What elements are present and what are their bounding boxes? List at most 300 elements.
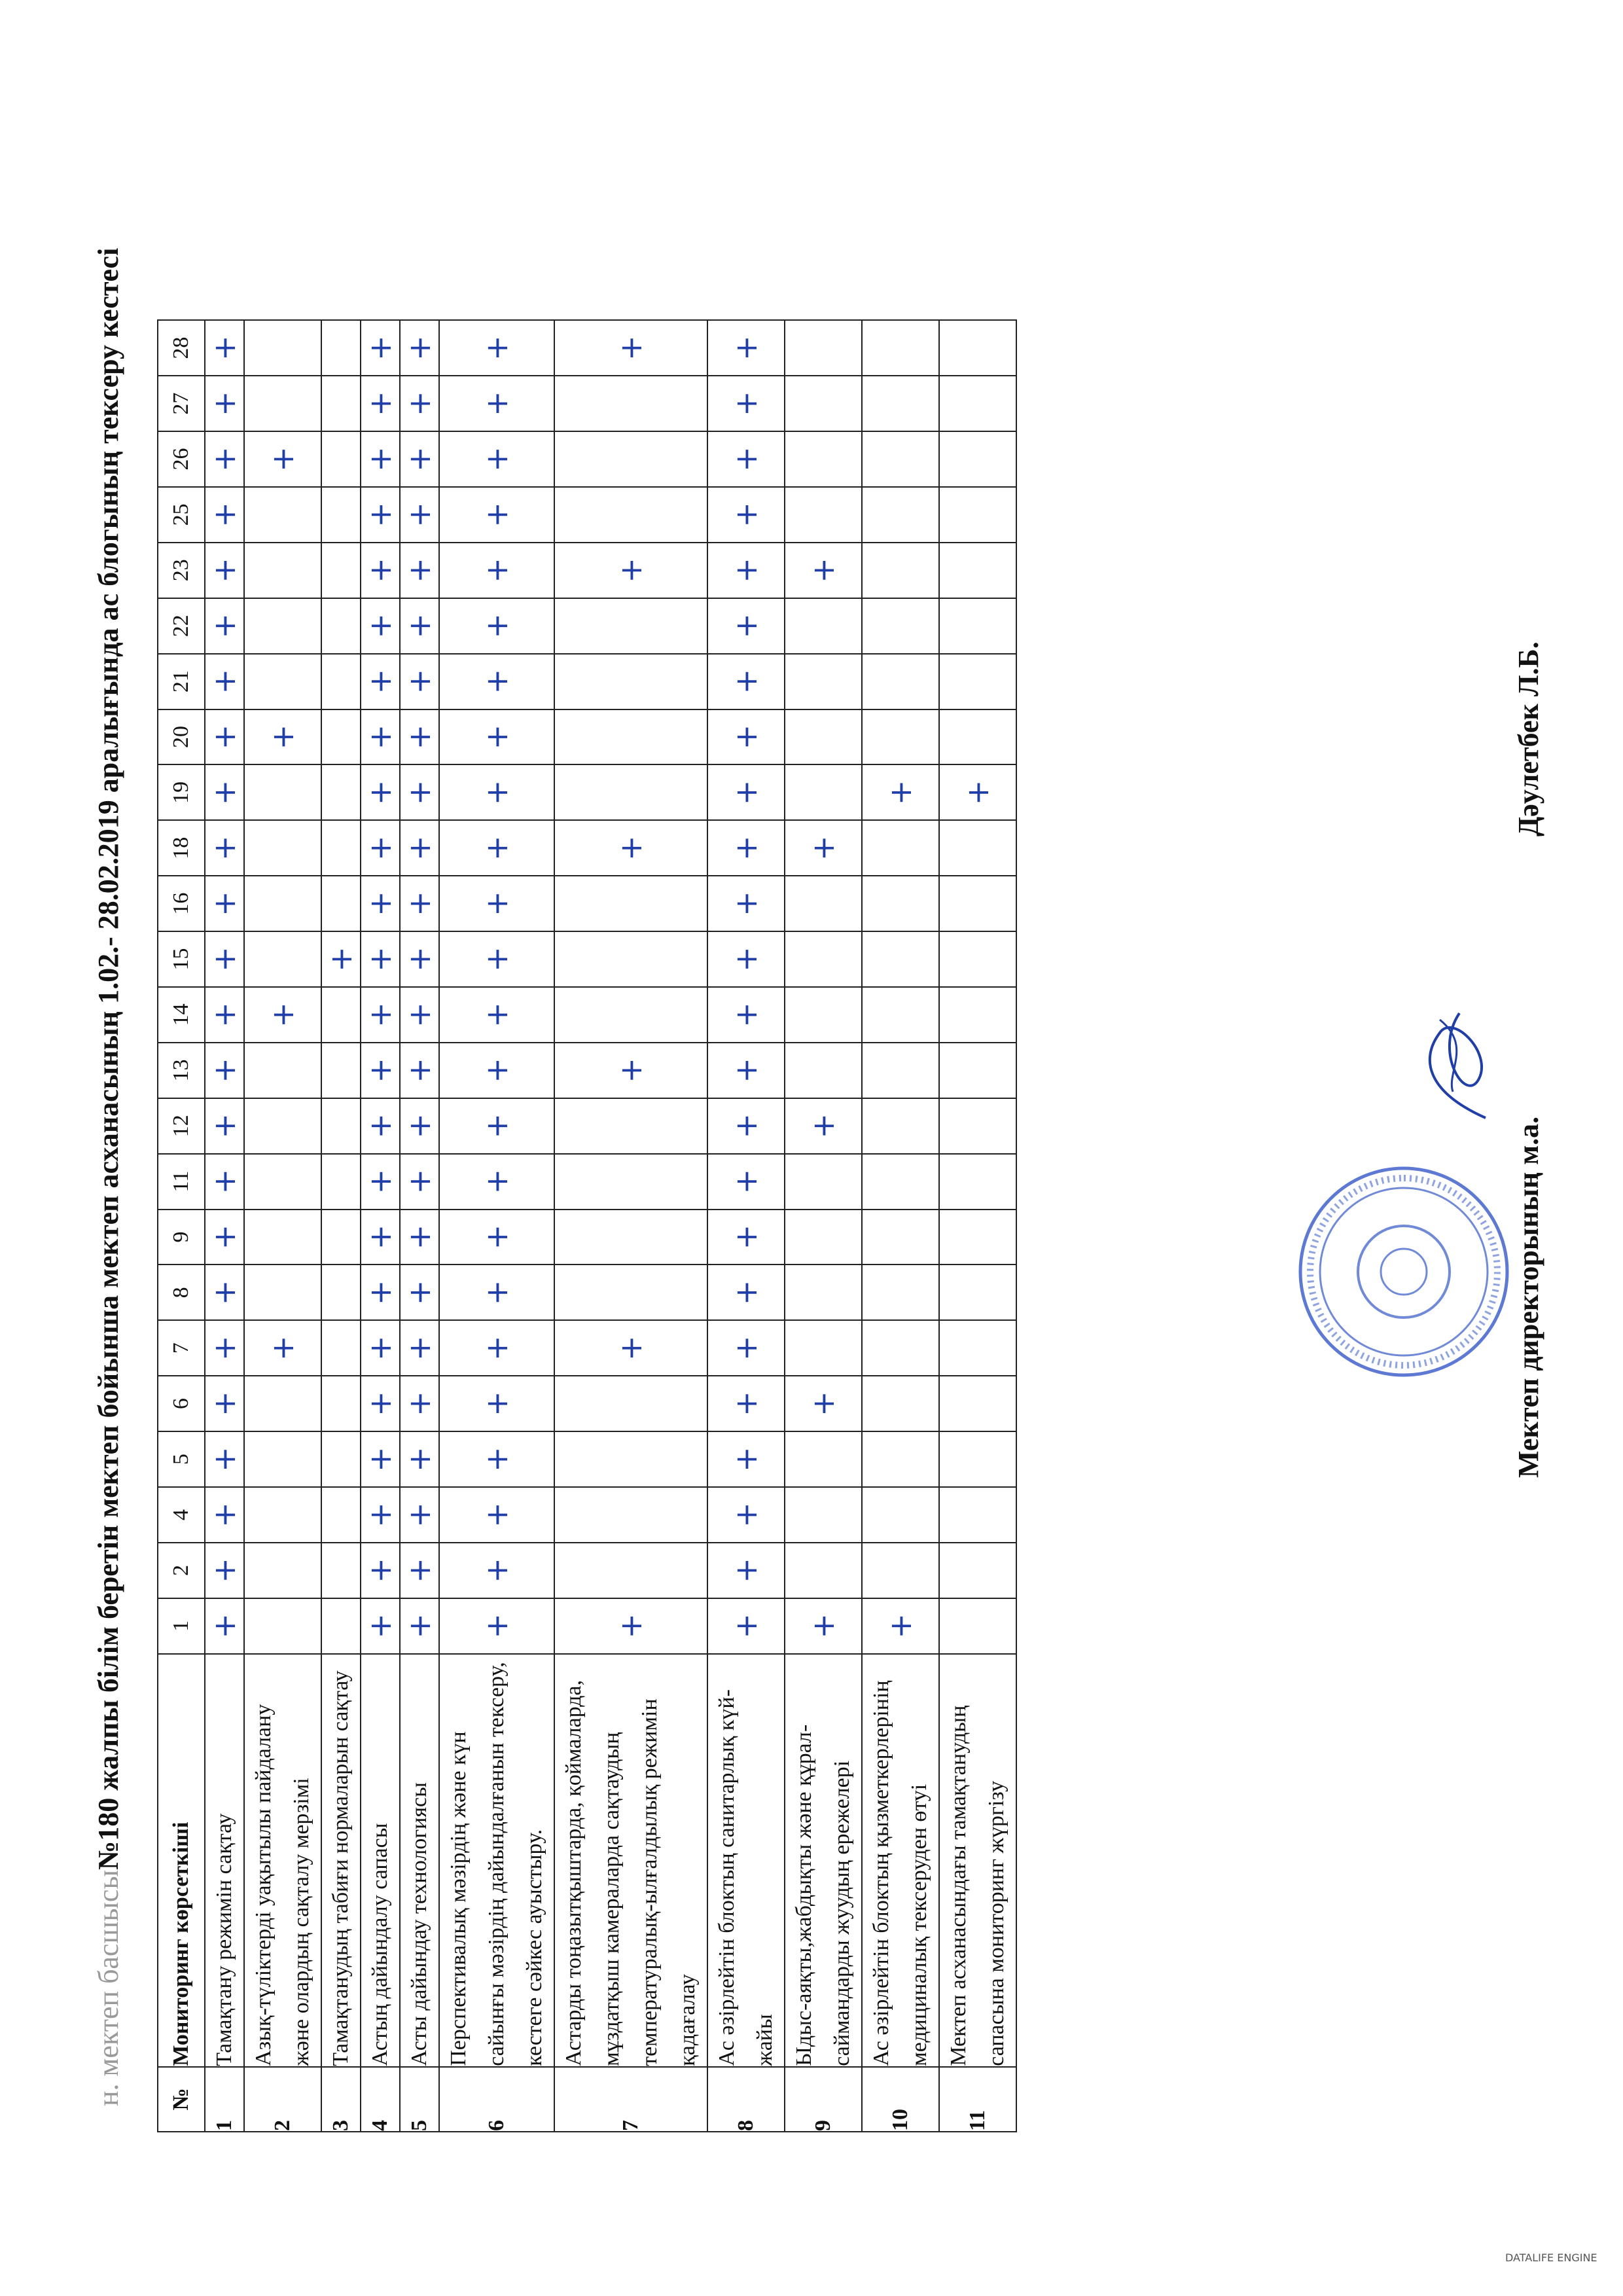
empty-cell [939, 1210, 1016, 1265]
empty-cell [554, 876, 707, 931]
check-mark: + [554, 1598, 707, 1654]
empty-cell [862, 1265, 939, 1320]
check-mark: + [707, 1320, 785, 1376]
header-day: 11 [158, 1154, 205, 1210]
check-mark: + [707, 654, 785, 709]
header-day: 5 [158, 1431, 205, 1487]
title-prefix: н. мектеп басшысы [92, 1869, 124, 2106]
table-row [785, 320, 862, 2132]
check-mark: + [400, 1376, 439, 1431]
check-mark: + [439, 1487, 554, 1543]
empty-cell [862, 1431, 939, 1487]
check-mark: + [707, 764, 785, 820]
check-mark: + [439, 764, 554, 820]
empty-cell [244, 1487, 321, 1543]
table-row [939, 320, 1016, 2132]
check-mark: + [707, 820, 785, 876]
check-mark: + [205, 931, 244, 987]
check-mark: + [205, 764, 244, 820]
check-mark: + [439, 1543, 554, 1598]
empty-cell [785, 654, 862, 709]
check-mark: + [205, 876, 244, 931]
empty-cell [785, 1043, 862, 1098]
check-mark: + [205, 1431, 244, 1487]
empty-cell [785, 1210, 862, 1265]
row-indicator: Азық-түліктерді уақытылы пайдалану және олардың сақталу мерзімі [244, 1654, 321, 2067]
header-day: 18 [158, 820, 205, 876]
check-mark: + [361, 1043, 400, 1098]
empty-cell [554, 654, 707, 709]
row-indicator: Ас әзірлейтін блоктың қызметкерлерінің медициналық тексеруден өтуі [862, 1654, 939, 2067]
empty-cell [321, 1265, 361, 1320]
empty-cell [862, 1210, 939, 1265]
check-mark: + [707, 1487, 785, 1543]
check-mark: + [400, 1210, 439, 1265]
empty-cell [244, 764, 321, 820]
empty-cell [554, 431, 707, 487]
empty-cell [939, 1154, 1016, 1210]
signature-position: Мектеп директорының м.а. [1512, 1116, 1544, 1478]
empty-cell [554, 1154, 707, 1210]
check-mark: + [361, 1598, 400, 1654]
check-mark: + [707, 1598, 785, 1654]
check-mark: + [707, 1210, 785, 1265]
check-mark: + [707, 598, 785, 654]
table-body [205, 320, 1016, 2132]
empty-cell [244, 1210, 321, 1265]
check-mark: + [361, 543, 400, 598]
empty-cell [862, 1487, 939, 1543]
check-mark: + [400, 764, 439, 820]
check-mark: + [205, 598, 244, 654]
header-day: 22 [158, 598, 205, 654]
check-mark: + [400, 709, 439, 765]
check-mark: + [707, 487, 785, 543]
table-row [862, 320, 939, 2132]
check-mark: + [205, 1320, 244, 1376]
check-mark: + [554, 543, 707, 598]
empty-cell [244, 1154, 321, 1210]
header-day: 19 [158, 764, 205, 820]
empty-cell [321, 320, 361, 376]
check-mark: + [205, 654, 244, 709]
empty-cell [939, 543, 1016, 598]
check-mark: + [707, 987, 785, 1043]
check-mark: + [554, 1043, 707, 1098]
empty-cell [321, 709, 361, 765]
check-mark: + [439, 876, 554, 931]
check-mark: + [400, 320, 439, 376]
empty-cell [321, 1598, 361, 1654]
empty-cell [244, 1431, 321, 1487]
empty-cell [862, 931, 939, 987]
check-mark: + [205, 987, 244, 1043]
empty-cell [862, 987, 939, 1043]
empty-cell [939, 1320, 1016, 1376]
empty-cell [939, 1543, 1016, 1598]
check-mark: + [400, 931, 439, 987]
empty-cell [321, 487, 361, 543]
check-mark: + [400, 820, 439, 876]
check-mark: + [205, 1098, 244, 1154]
row-number: 9 [785, 2067, 862, 2132]
row-number: 4 [361, 2067, 400, 2132]
empty-cell [862, 1376, 939, 1431]
header-day: 7 [158, 1320, 205, 1376]
header-day: 6 [158, 1376, 205, 1431]
check-mark: + [361, 654, 400, 709]
check-mark: + [707, 1431, 785, 1487]
check-mark: + [361, 487, 400, 543]
table-header-row [158, 320, 205, 2132]
check-mark: + [205, 1210, 244, 1265]
empty-cell [939, 987, 1016, 1043]
check-mark: + [361, 376, 400, 431]
row-number: 1 [205, 2067, 244, 2132]
check-mark: + [361, 931, 400, 987]
header-day: 15 [158, 931, 205, 987]
watermark: DATALIFE ENGINE [1505, 2251, 1597, 2264]
empty-cell [785, 931, 862, 987]
empty-cell [785, 764, 862, 820]
empty-cell [939, 376, 1016, 431]
header-day: 26 [158, 431, 205, 487]
header-day: 1 [158, 1598, 205, 1654]
check-mark: + [785, 1598, 862, 1654]
check-mark: + [205, 320, 244, 376]
check-mark: + [785, 1376, 862, 1431]
empty-cell [554, 376, 707, 431]
check-mark: + [707, 1154, 785, 1210]
check-mark: + [361, 1265, 400, 1320]
empty-cell [785, 1431, 862, 1487]
check-mark: + [439, 376, 554, 431]
empty-cell [321, 1543, 361, 1598]
check-mark: + [361, 320, 400, 376]
check-mark: + [205, 1487, 244, 1543]
empty-cell [321, 543, 361, 598]
empty-cell [939, 487, 1016, 543]
empty-cell [321, 1043, 361, 1098]
header-day: 13 [158, 1043, 205, 1098]
empty-cell [862, 376, 939, 431]
check-mark: + [361, 987, 400, 1043]
document-title [92, 143, 125, 2106]
header-day: 12 [158, 1098, 205, 1154]
empty-cell [244, 543, 321, 598]
check-mark: + [439, 1376, 554, 1431]
header-num: № [158, 2067, 205, 2132]
row-number: 2 [244, 2067, 321, 2132]
row-indicator: Мектеп асханасындағы тамақтанудың сапасына мониторинг жүргізу [939, 1654, 1016, 2067]
empty-cell [862, 1043, 939, 1098]
header-day: 2 [158, 1543, 205, 1598]
empty-cell [862, 1543, 939, 1598]
header-day: 27 [158, 376, 205, 431]
check-mark: + [439, 1598, 554, 1654]
check-mark: + [939, 764, 1016, 820]
check-mark: + [439, 654, 554, 709]
empty-cell [939, 1598, 1016, 1654]
empty-cell [244, 1265, 321, 1320]
empty-cell [244, 1376, 321, 1431]
row-indicator: Асты дайындау технологиясы [400, 1654, 439, 2067]
empty-cell [244, 1598, 321, 1654]
check-mark: + [361, 598, 400, 654]
official-stamp [1296, 1164, 1512, 1380]
empty-cell [554, 1431, 707, 1487]
table-row [205, 320, 244, 2132]
empty-cell [244, 376, 321, 431]
row-indicator: Астарды тоңазытқыштарда, қоймаларда, мұздатқыш камераларда сақтаудың температуралық-ылғалдылық режимін қадағалау [554, 1654, 707, 2067]
check-mark: + [707, 1543, 785, 1598]
empty-cell [244, 487, 321, 543]
empty-cell [785, 876, 862, 931]
check-mark: + [439, 1043, 554, 1098]
check-mark: + [439, 320, 554, 376]
check-mark: + [707, 1265, 785, 1320]
empty-cell [244, 876, 321, 931]
check-mark: + [439, 1320, 554, 1376]
empty-cell [785, 598, 862, 654]
check-mark: + [400, 543, 439, 598]
empty-cell [554, 764, 707, 820]
empty-cell [244, 1043, 321, 1098]
check-mark: + [361, 1098, 400, 1154]
empty-cell [862, 876, 939, 931]
empty-cell [554, 1487, 707, 1543]
check-mark: + [439, 543, 554, 598]
empty-cell [939, 876, 1016, 931]
empty-cell [321, 820, 361, 876]
empty-cell [939, 931, 1016, 987]
empty-cell [939, 1431, 1016, 1487]
check-mark: + [862, 1598, 939, 1654]
check-mark: + [400, 598, 439, 654]
check-mark: + [707, 876, 785, 931]
check-mark: + [707, 376, 785, 431]
check-mark: + [707, 320, 785, 376]
row-number: 3 [321, 2067, 361, 2132]
empty-cell [244, 1543, 321, 1598]
title-text: №180 жалпы білім беретін мектеп бойынша мектеп асханасының 1.02.- 28.02.2019 аралығында ас блогының тексеру кестесі [92, 247, 124, 1870]
check-mark: + [205, 487, 244, 543]
row-indicator: Астың дайындалу сапасы [361, 1654, 400, 2067]
empty-cell [939, 1265, 1016, 1320]
empty-cell [862, 1098, 939, 1154]
empty-cell [321, 764, 361, 820]
row-number: 11 [939, 2067, 1016, 2132]
empty-cell [554, 931, 707, 987]
check-mark: + [205, 1376, 244, 1431]
check-mark: + [707, 1043, 785, 1098]
check-mark: + [361, 1431, 400, 1487]
check-mark: + [400, 376, 439, 431]
empty-cell [785, 1487, 862, 1543]
check-mark: + [205, 1543, 244, 1598]
row-indicator: Тамақтанудың табиғи нормаларын сақтау [321, 1654, 361, 2067]
check-mark: + [361, 820, 400, 876]
check-mark: + [321, 931, 361, 987]
row-indicator: Тамақтану режимін сақтау [205, 1654, 244, 2067]
header-day: 21 [158, 654, 205, 709]
check-mark: + [785, 820, 862, 876]
check-mark: + [439, 1154, 554, 1210]
empty-cell [862, 709, 939, 765]
check-mark: + [439, 1431, 554, 1487]
empty-cell [244, 654, 321, 709]
empty-cell [554, 1210, 707, 1265]
check-mark: + [361, 1210, 400, 1265]
header-indicator: Мониторинг көрсеткіші [158, 1654, 205, 2067]
empty-cell [939, 1043, 1016, 1098]
empty-cell [321, 876, 361, 931]
empty-cell [939, 709, 1016, 765]
check-mark: + [439, 598, 554, 654]
check-mark: + [785, 543, 862, 598]
check-mark: + [400, 1320, 439, 1376]
table-row [554, 320, 707, 2132]
check-mark: + [400, 1154, 439, 1210]
empty-cell [321, 1154, 361, 1210]
empty-cell [862, 598, 939, 654]
empty-cell [785, 431, 862, 487]
empty-cell [321, 1487, 361, 1543]
empty-cell [321, 376, 361, 431]
empty-cell [554, 1098, 707, 1154]
check-mark: + [400, 1487, 439, 1543]
empty-cell [862, 487, 939, 543]
check-mark: + [361, 709, 400, 765]
inspection-table [157, 319, 1017, 2132]
check-mark: + [400, 987, 439, 1043]
check-mark: + [400, 1431, 439, 1487]
check-mark: + [361, 1543, 400, 1598]
check-mark: + [400, 431, 439, 487]
check-mark: + [400, 1043, 439, 1098]
check-mark: + [205, 376, 244, 431]
empty-cell [939, 1487, 1016, 1543]
row-indicator: Ыдыс-аяқты,жабдықты және құрал-саймандарды жуудың ережелері [785, 1654, 862, 2067]
check-mark: + [205, 1043, 244, 1098]
signature-name: Дәулетбек Л.Б. [1512, 641, 1544, 836]
table-row [707, 320, 785, 2132]
table-row [439, 320, 554, 2132]
empty-cell [244, 320, 321, 376]
check-mark: + [707, 709, 785, 765]
empty-cell [785, 320, 862, 376]
check-mark: + [439, 1210, 554, 1265]
check-mark: + [361, 876, 400, 931]
check-mark: + [205, 543, 244, 598]
empty-cell [785, 1320, 862, 1376]
row-number: 7 [554, 2067, 707, 2132]
check-mark: + [361, 1376, 400, 1431]
check-mark: + [244, 431, 321, 487]
check-mark: + [439, 931, 554, 987]
check-mark: + [439, 1098, 554, 1154]
check-mark: + [707, 931, 785, 987]
row-number: 5 [400, 2067, 439, 2132]
empty-cell [321, 1376, 361, 1431]
table-row [321, 320, 361, 2132]
check-mark: + [554, 1320, 707, 1376]
check-mark: + [439, 1265, 554, 1320]
check-mark: + [400, 1265, 439, 1320]
empty-cell [862, 1154, 939, 1210]
header-day: 16 [158, 876, 205, 931]
check-mark: + [439, 487, 554, 543]
check-mark: + [439, 709, 554, 765]
check-mark: + [439, 820, 554, 876]
empty-cell [321, 654, 361, 709]
check-mark: + [205, 1154, 244, 1210]
check-mark: + [707, 431, 785, 487]
empty-cell [862, 820, 939, 876]
empty-cell [939, 431, 1016, 487]
row-number: 10 [862, 2067, 939, 2132]
check-mark: + [361, 431, 400, 487]
check-mark: + [554, 320, 707, 376]
header-day: 9 [158, 1210, 205, 1265]
empty-cell [244, 598, 321, 654]
check-mark: + [707, 543, 785, 598]
header-day: 28 [158, 320, 205, 376]
check-mark: + [205, 709, 244, 765]
check-mark: + [205, 820, 244, 876]
check-mark: + [400, 487, 439, 543]
empty-cell [554, 598, 707, 654]
header-day: 8 [158, 1265, 205, 1320]
empty-cell [554, 709, 707, 765]
empty-cell [554, 1265, 707, 1320]
check-mark: + [707, 1376, 785, 1431]
table-row [244, 320, 321, 2132]
check-mark: + [439, 431, 554, 487]
check-mark: + [400, 654, 439, 709]
empty-cell [862, 431, 939, 487]
empty-cell [321, 431, 361, 487]
check-mark: + [205, 431, 244, 487]
empty-cell [862, 1320, 939, 1376]
check-mark: + [554, 820, 707, 876]
empty-cell [939, 654, 1016, 709]
check-mark: + [244, 709, 321, 765]
row-number: 8 [707, 2067, 785, 2132]
empty-cell [862, 543, 939, 598]
row-number: 6 [439, 2067, 554, 2132]
table-row [400, 320, 439, 2132]
check-mark: + [205, 1265, 244, 1320]
header-day: 25 [158, 487, 205, 543]
empty-cell [785, 1154, 862, 1210]
empty-cell [554, 1376, 707, 1431]
check-mark: + [361, 764, 400, 820]
empty-cell [862, 654, 939, 709]
check-mark: + [361, 1487, 400, 1543]
empty-cell [554, 987, 707, 1043]
empty-cell [554, 487, 707, 543]
check-mark: + [400, 1598, 439, 1654]
empty-cell [939, 820, 1016, 876]
empty-cell [321, 987, 361, 1043]
empty-cell [939, 598, 1016, 654]
empty-cell [321, 1098, 361, 1154]
empty-cell [244, 1098, 321, 1154]
empty-cell [321, 598, 361, 654]
row-indicator: Перспективалық мәзірдің және күн сайынғы мәзірдің дайындалғанын тексеру, кестеге сәйкес ауыстыру. [439, 1654, 554, 2067]
empty-cell [862, 320, 939, 376]
